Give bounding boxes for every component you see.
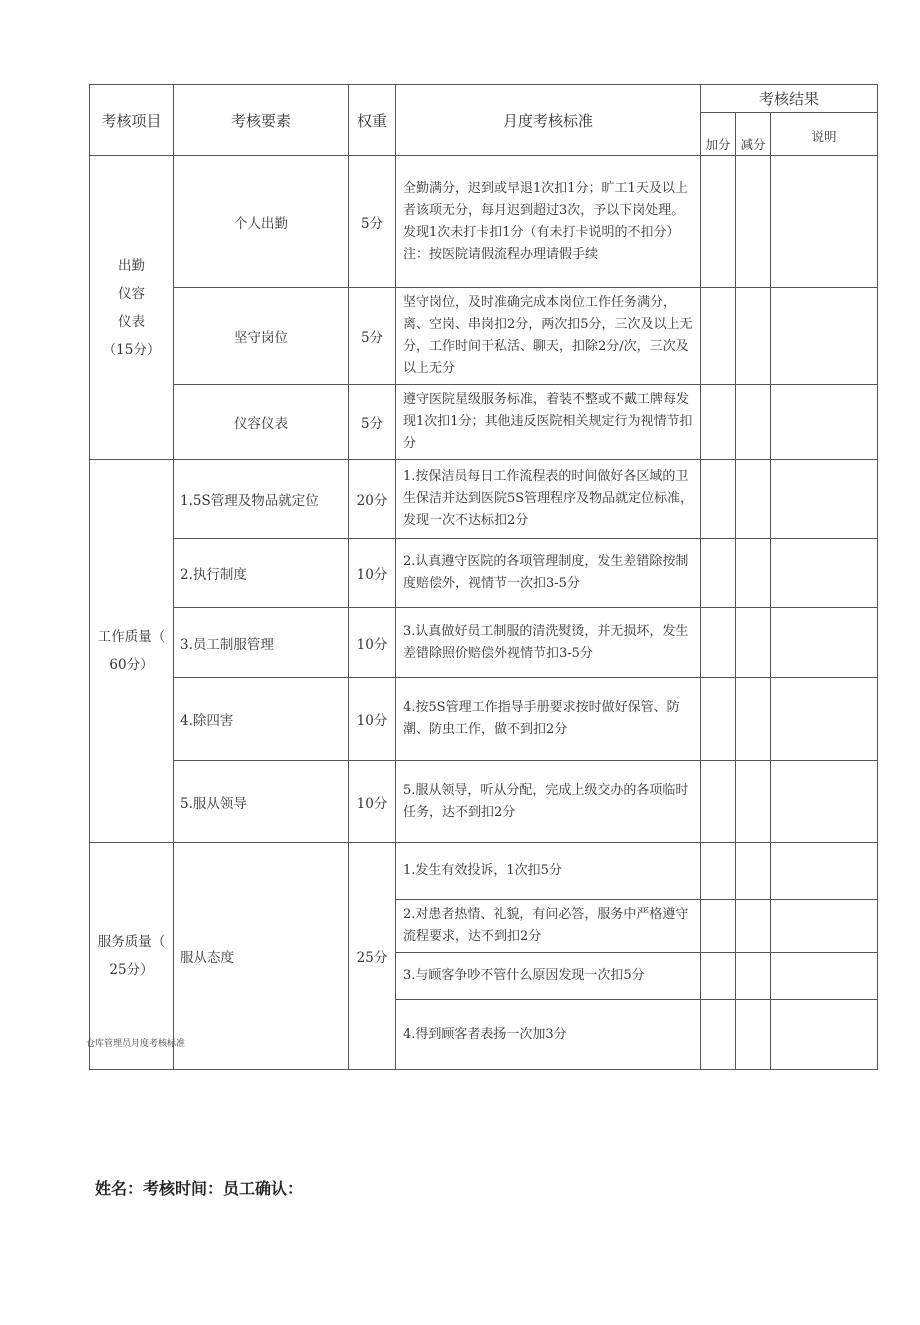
weight-cell: 5分	[349, 156, 396, 288]
table-caption: 仓库管理员月度考核标准	[86, 1039, 186, 1049]
weight-cell: 10分	[349, 608, 396, 678]
weight-cell: 10分	[349, 761, 396, 843]
weight-cell: 20分	[349, 460, 396, 539]
element-cell: 4.除四害	[174, 678, 349, 761]
element-cell: 5.服从领导	[174, 761, 349, 843]
minus-cell[interactable]	[736, 761, 771, 843]
element-cell: 个人出勤	[174, 156, 349, 288]
minus-cell[interactable]	[736, 385, 771, 460]
weight-cell: 25分	[349, 843, 396, 1070]
weight-cell: 10分	[349, 678, 396, 761]
standard-cell: 1.按保洁员每日工作流程表的时间做好各区域的卫生保洁并达到医院5S管理程序及物品就定位标准，发现一次不达标扣2分	[396, 460, 701, 539]
note-cell[interactable]	[771, 1000, 878, 1070]
note-cell[interactable]	[771, 539, 878, 608]
minus-cell[interactable]	[736, 678, 771, 761]
group-name-line: 服务质量（	[97, 934, 166, 950]
plus-cell[interactable]	[701, 288, 736, 385]
minus-cell[interactable]	[736, 953, 771, 1000]
group-name-line: 仪表	[118, 313, 145, 330]
group-work-quality	[90, 460, 174, 843]
element-cell: 坚守岗位	[174, 288, 349, 385]
group-name-line: 仪容	[118, 285, 145, 302]
standard-cell: 1.发生有效投诉，1次扣5分	[396, 843, 701, 900]
note-cell[interactable]	[771, 761, 878, 843]
standard-cell: 4.得到顾客者表扬一次加3分	[396, 1000, 701, 1070]
group-attendance	[90, 156, 174, 460]
signature-line: 姓名：考核时间：员工确认：	[95, 1179, 304, 1198]
minus-cell[interactable]	[736, 1000, 771, 1070]
group-name-line: 工作质量（	[97, 629, 166, 645]
plus-cell[interactable]	[701, 539, 736, 608]
element-cell: 1.5S管理及物品就定位	[174, 460, 349, 539]
plus-cell[interactable]	[701, 460, 736, 539]
header-weight: 权重	[349, 85, 396, 156]
header-standard: 月度考核标准	[396, 85, 701, 156]
note-cell[interactable]	[771, 288, 878, 385]
plus-cell[interactable]	[701, 1000, 736, 1070]
standard-cell: 坚守岗位，及时准确完成本岗位工作任务满分，离、空岗、串岗扣2分，两次扣5分，三次及以上无分，工作时间干私活、聊天，扣除2分/次，三次及以上无分	[396, 288, 701, 385]
plus-cell[interactable]	[701, 761, 736, 843]
minus-cell[interactable]	[736, 608, 771, 678]
group-name-line: 出勤	[118, 257, 145, 274]
standard-cell: 5.服从领导，听从分配，完成上级交办的各项临时任务，达不到扣2分	[396, 761, 701, 843]
header-result: 考核结果	[701, 85, 878, 113]
assessment-table	[89, 84, 878, 1070]
minus-cell[interactable]	[736, 900, 771, 953]
element-cell: 仪容仪表	[174, 385, 349, 460]
plus-cell[interactable]	[701, 385, 736, 460]
header-note: 说明	[771, 113, 878, 156]
note-cell[interactable]	[771, 900, 878, 953]
note-cell[interactable]	[771, 678, 878, 761]
note-cell[interactable]	[771, 385, 878, 460]
standard-cell: 3.认真做好员工制服的清洗熨烫，并无损坏，发生差错除照价赔偿外视情节扣3-5分	[396, 608, 701, 678]
note-cell[interactable]	[771, 460, 878, 539]
standard-cell: 全勤满分，迟到或早退1次扣1分；旷工1天及以上者该项无分，每月迟到超过3次，予以下岗处理。发现1次未打卡扣1分（有未打卡说明的不扣分）注：按医院请假流程办理请假手续	[396, 156, 701, 288]
note-cell[interactable]	[771, 953, 878, 1000]
standard-cell: 2.对患者热情、礼貌，有问必答，服务中严格遵守流程要求，达不到扣2分	[396, 900, 701, 953]
header-plus: 加分	[701, 113, 736, 156]
element-cell: 服从态度	[174, 843, 349, 1070]
minus-cell[interactable]	[736, 843, 771, 900]
minus-cell[interactable]	[736, 539, 771, 608]
plus-cell[interactable]	[701, 900, 736, 953]
plus-cell[interactable]	[701, 843, 736, 900]
minus-cell[interactable]	[736, 460, 771, 539]
note-cell[interactable]	[771, 608, 878, 678]
note-cell[interactable]	[771, 156, 878, 288]
note-cell[interactable]	[771, 843, 878, 900]
weight-cell: 5分	[349, 385, 396, 460]
standard-cell: 3.与顾客争吵不管什么原因发现一次扣5分	[396, 953, 701, 1000]
standard-cell: 2.认真遵守医院的各项管理制度，发生差错除按制度赔偿外，视情节一次扣3-5分	[396, 539, 701, 608]
plus-cell[interactable]	[701, 608, 736, 678]
weight-cell: 5分	[349, 288, 396, 385]
plus-cell[interactable]	[701, 156, 736, 288]
plus-cell[interactable]	[701, 678, 736, 761]
standard-cell: 4.按5S管理工作指导手册要求按时做好保管、防潮、防虫工作，做不到扣2分	[396, 678, 701, 761]
minus-cell[interactable]	[736, 156, 771, 288]
element-cell: 2.执行制度	[174, 539, 349, 608]
plus-cell[interactable]	[701, 953, 736, 1000]
standard-cell: 遵守医院星级服务标准，着装不整或不戴工牌每发现1次扣1分；其他违反医院相关规定行为视情节扣分	[396, 385, 701, 460]
header-project: 考核项目	[90, 85, 174, 156]
group-name-line: （15分）	[102, 341, 161, 358]
group-name-line: 25分）	[109, 962, 154, 978]
group-name-line: 60分）	[109, 657, 154, 673]
element-cell: 3.员工制服管理	[174, 608, 349, 678]
weight-cell: 10分	[349, 539, 396, 608]
header-element: 考核要素	[174, 85, 349, 156]
header-minus: 减分	[736, 113, 771, 156]
minus-cell[interactable]	[736, 288, 771, 385]
